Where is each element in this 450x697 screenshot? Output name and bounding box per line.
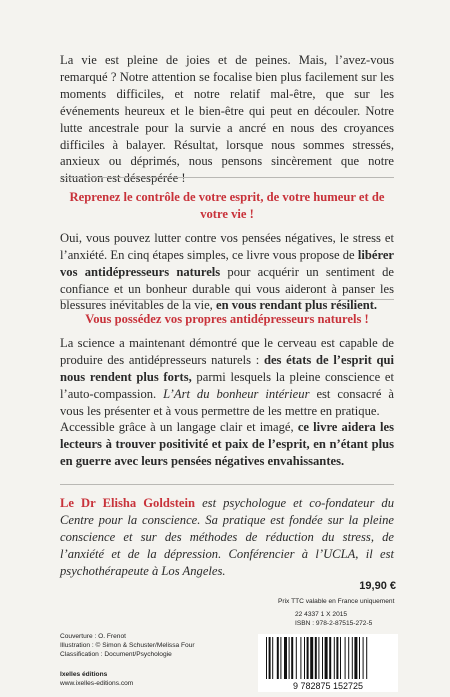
isbn-barcode — [258, 634, 398, 692]
credit-illustration: Illustration : © Simon & Schuster/Melissa Four — [60, 642, 195, 649]
section-2 — [60, 311, 394, 470]
section-1-text: Oui, vous pouvez lutter contre vos pensées négatives, le stress et l’anxiété. En cinq étapes simples, ce livre vous propose de libérer vos antidépresseurs naturels pour acquérir un sentiment de confiance et un bonheur durable qui vous aideront à panser les blessures inévitables de la vie, en vous rendant plus résilient. — [60, 230, 394, 313]
bio-text: Le Dr Elisha Goldstein est psychologue et co-fondateur du Centre pour la conscience. Sa pratique est fondée sur la pleine conscience et sur des méthodes de réduction du stress, de l’anxiété et de la dépression. Conférencier à l’UCLA, il est psychothérapeute à Los Angeles. — [60, 496, 394, 578]
section-3-text: Accessible grâce à un langage clair et imagé, ce livre aidera les lecteurs à trouver positivité et paix de l’esprit, en n’étant plus en guerre avec leurs pensées négatives envahissantes. — [60, 420, 394, 469]
isbn: ISBN : 978-2-87515-272-5 — [295, 620, 373, 627]
publisher-url: www.ixelles-editions.com — [60, 680, 134, 687]
heading-1: Reprenez le contrôle de votre esprit, de votre humeur et de votre vie ! — [69, 190, 385, 221]
price-note: Prix TTC valable en France uniquement — [278, 598, 395, 605]
barcode-number: 9 782875 152725 — [292, 681, 364, 691]
author-bio — [60, 495, 394, 580]
book-codes — [295, 610, 372, 628]
heading-2: Vous possédez vos propres antidépresseurs naturels ! — [85, 312, 369, 326]
section-1 — [60, 189, 394, 314]
divider-3 — [60, 484, 394, 485]
credit-classification: Classification : Document/Psychologie — [60, 651, 172, 658]
publisher-name: Ixelles éditions — [60, 671, 108, 678]
credits — [60, 632, 195, 659]
intro-text: La vie est pleine de joies et de peines. Mais, l’avez-vous remarqué ? Notre attention se focalise bien plus facilement sur les moments difficiles, et notre relatif mal-être, que sur les événements heureux et le bien-être qui peut en découler. Notre lutte ancestrale pour la survie a ancré en nous des croyances difficiles à balayer. Résultat, lorsque nous sommes stressés, anxieux ou déprimés, nous pensons sincèrement que notre situation est désespérée ! — [60, 53, 394, 186]
section-2-text: La science a maintenant démontré que le cerveau est capable de produire des antidépresseurs naturels : des états de l’esprit qui nous rendent plus forts, parmi lesquels la pleine conscience et l’auto-compassion. L’Art du bonheur intérieur est consacré à vous les présenter et à vous permettre de les mettre en pratique. — [60, 335, 394, 418]
intro-paragraph — [60, 52, 394, 187]
price: 19,90 € — [359, 580, 396, 592]
publisher-info — [60, 670, 133, 688]
divider-2 — [60, 299, 394, 300]
divider-1 — [60, 177, 394, 178]
credit-cover: Couverture : O. Frenot — [60, 633, 126, 640]
internal-code: 22 4337 1 X 2015 — [295, 611, 348, 618]
author-name: Le Dr Elisha Goldstein — [60, 496, 196, 510]
